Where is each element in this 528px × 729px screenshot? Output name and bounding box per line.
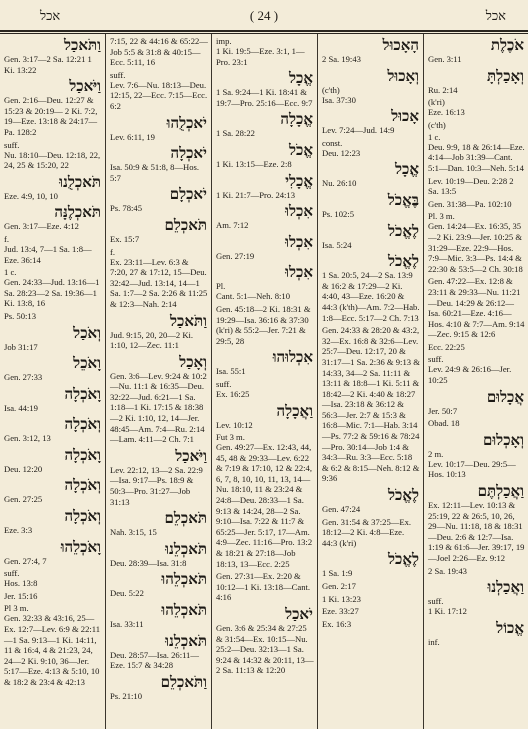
concordance-entry bbox=[424, 199, 528, 210]
concordance-entry bbox=[424, 67, 528, 96]
verse-references: Lev. 22:12, 13—2 Sa. 22:9—Isa. 9:17—Ps. 18:9 & 50:3—Pro. 31:27—Job 31:13 bbox=[110, 464, 203, 507]
grammar-label: imp. bbox=[216, 36, 232, 46]
concordance-entry bbox=[212, 172, 317, 201]
verse-references: Deu. 5:22 bbox=[110, 588, 144, 599]
verse-references: Jud. 9:15, 20, 20—2 Ki. 1:10, 12—Zec. 11:1 bbox=[110, 329, 194, 351]
grammar-label: suff. bbox=[428, 596, 444, 607]
hebrew-headword: אֹכֶלֶת bbox=[490, 36, 524, 54]
verse-references: Gen. 2:17 bbox=[322, 581, 356, 591]
verse-references: Lev. 10:12 bbox=[216, 419, 253, 430]
concordance-entry bbox=[424, 619, 528, 647]
concordance-entry bbox=[424, 566, 528, 577]
hebrew-headword: תֹּאכְלֵנוּ bbox=[165, 631, 207, 650]
concordance-entry bbox=[106, 601, 211, 630]
concordance-entry bbox=[424, 342, 528, 353]
verse-references: Obad. 18 bbox=[428, 418, 460, 429]
verse-references: Ps. 78:45 bbox=[110, 203, 142, 214]
concordance-entry bbox=[0, 603, 105, 687]
hebrew-headword: וְאָכוּל bbox=[387, 66, 419, 85]
concordance-entry bbox=[212, 571, 317, 603]
verse-references: Gen. 27:4, 7 bbox=[4, 555, 47, 566]
grammar-label: (k'ri) bbox=[428, 97, 445, 108]
verse-references: Nah. 3:15, 15 bbox=[110, 527, 157, 538]
verse-references: Deu. 28:39—Isa. 31:8 bbox=[110, 557, 187, 568]
verse-references: Ex. 12:11—Lev. 10:13 & 25:19, 22 & 26:5, 10, 26, 29—Nu. 11:18, 18 & 18:31—Deu. 2:6 & 12:7—Isa. 1:19 & 61:6—Jer. 39:17, 19—Joel 2:26—Ez. 9:12 bbox=[428, 500, 525, 563]
hebrew-headword: וְאֹכְלָה bbox=[64, 507, 101, 526]
concordance-entry bbox=[106, 36, 211, 68]
page-header bbox=[0, 4, 528, 26]
verse-references: Lev. 6:11, 19 bbox=[110, 131, 155, 142]
verse-references: Am. 7:12 bbox=[216, 220, 249, 231]
verse-references: Gen. 24:33 & 28:20 & 43:2, 32—Ex. 16:8 & 32:6—Lev. 25:7—Deu. 12:17, 20 & 31:17—1 Sa. 2:36 & 9:13 & 14:33, 34—2 Sa. 11:11 & 13:11 & 18:8—1 Ki. 5:11 & 18:42—2 Ki. 4:40 & 18:27—Isa. 23:18 & 36:12 & 56:3—Jer. 2:7 & 15:3 & 16:8—Mic. 7:1—Hab. 3:14—Ps. 77:2 & 59:16 & 78:24—Pro. 30:14—Job 1:4 & 34:3—Ru. 3:3—Ecc. 5:18 & 6:2 & 8:15—Neh. 8:12 & 9:36 bbox=[322, 325, 420, 484]
verse-references: Eze. 16:13 bbox=[428, 107, 465, 118]
verse-references: Jud. 13:4, 7—1 Sa. 1:8—Eze. 36:14 bbox=[4, 243, 92, 265]
verse-references: Gen. 45:18—2 Ki. 18:31 & 19:29—Isa. 36:16 & 37:30 (k'ri) & 55:2—Jer. 7:21 & 29:5, 28 bbox=[216, 303, 311, 346]
verse-references: Nu. 18:10—Deu. 12:18, 22, 24, 25 & 15:20, 22 bbox=[4, 149, 101, 171]
hebrew-headword: וָאֹכֵל bbox=[73, 354, 101, 373]
verse-references: Gen. 31:54 & 37:25—Ex. 18:12—2 Ki. 4:8—Eze. 44:3 (k'ri) bbox=[322, 516, 412, 548]
concordance-entry bbox=[318, 222, 423, 251]
hebrew-headword: תֹּאכְלֵם bbox=[164, 215, 207, 234]
verse-references: Gen. 31:38—Pa. 102:10 bbox=[428, 198, 512, 209]
concordance-entry bbox=[106, 185, 211, 214]
grammar-label: suff. bbox=[4, 139, 20, 150]
hebrew-headword: וַאֲכַלְתֶּם bbox=[477, 482, 524, 501]
hebrew-headword: וְאֹכַל bbox=[73, 323, 101, 342]
concordance-entry bbox=[0, 415, 105, 444]
concordance-entry bbox=[212, 110, 317, 139]
concordance-entry bbox=[0, 77, 105, 137]
concordance-entry bbox=[318, 67, 423, 106]
hebrew-headword: לֶאֱכֹל bbox=[388, 550, 419, 569]
hebrew-headword: אֱכָל bbox=[395, 160, 419, 179]
concordance-entry bbox=[0, 234, 105, 265]
verse-references: Gen. 14:24—Ex. 16:35, 35—2 Ki. 23:9—Jer. 10:25 & 31:29—Eze. 22:9—Hos. 7:9—Mic. 3:3—Ps. 14:4 & 22:30 & 53:5—2 Ch. 30:18 bbox=[428, 221, 523, 274]
concordance-entry bbox=[424, 388, 528, 417]
page-number: ( 24 ) bbox=[249, 8, 279, 23]
verse-references: Eze. 33:27 bbox=[322, 606, 359, 617]
header-rule bbox=[0, 30, 528, 32]
hebrew-headword: וְאֹכְלָה bbox=[64, 415, 101, 434]
concordance-entry bbox=[106, 632, 211, 671]
grammar-label: suff. bbox=[428, 354, 444, 365]
concordance-entry bbox=[212, 402, 317, 431]
concordance-entry bbox=[0, 173, 105, 202]
verse-references: Jer. 15:16 bbox=[4, 590, 38, 601]
concordance-entry bbox=[0, 203, 105, 232]
concordance-entry bbox=[318, 138, 423, 159]
verse-references: Isa. 50:9 & 51:8, 8—Hos. 5:7 bbox=[110, 162, 200, 183]
verse-references: Ps. 50:13 bbox=[4, 310, 36, 321]
verse-references: Gen. 47:24 bbox=[322, 504, 361, 515]
concordance-entry bbox=[424, 36, 528, 65]
hebrew-headword: וַתֹּאכַל bbox=[170, 311, 207, 330]
hebrew-headword: הָאָכוּל bbox=[382, 36, 419, 54]
hebrew-headword: וָאֹכְלֵהוּ bbox=[60, 537, 101, 556]
concordance-entry bbox=[318, 619, 423, 630]
grammar-label: 1 c. bbox=[428, 131, 441, 142]
verse-references: Gen. 3:6 & 25:34 & 27:25 & 31:54—Ex. 10:15—Nu. 25:2—Deu. 32:13—1 Sa. 9:24 & 14:32 & 20:11, 13—2 Sa. 11:13 & 12:20 bbox=[216, 623, 314, 676]
verse-references: Gen. 3:6—Lev. 9:24 & 10:2—Nu. 11:1 & 16:35—Deu. 32:22—Jud. 6:21—1 Sa. 1:18—1 Ki. 17:15 & 18:38—2 Ki. 1:10, 12, 14—Jer. 48:45—Am. 7:4—Ru. 2:14—Lam. 4:11—2 Ch. 7:1 bbox=[110, 370, 207, 445]
verse-references: Jer. 50:7 bbox=[428, 405, 458, 416]
column-5 bbox=[424, 36, 528, 729]
concordance-entry bbox=[106, 447, 211, 507]
verse-references: 1 Ki. 17:12 bbox=[428, 606, 467, 617]
concordance-entry bbox=[212, 69, 317, 108]
concordance-entry bbox=[106, 673, 211, 702]
verse-references: Ps. 102:5 bbox=[322, 208, 354, 219]
concordance-entry bbox=[318, 107, 423, 136]
concordance-entry bbox=[0, 538, 105, 567]
verse-references: 2 Sa. 19:43 bbox=[322, 54, 361, 64]
concordance-entry bbox=[106, 216, 211, 245]
concordance-entry bbox=[0, 591, 105, 602]
hebrew-headword: לֶאֱכֹל bbox=[388, 221, 419, 240]
grammar-label: Fut 3 m. bbox=[216, 432, 245, 443]
concordance-entry bbox=[318, 606, 423, 617]
verse-references: Deu. 28:57—Isa. 26:11—Eze. 15:7 & 34:28 bbox=[110, 649, 199, 671]
verse-references: 1 Sa. 9:24—1 Ki. 18:41 & 19:7—Pro. 25:16—Ecc. 9:7 bbox=[216, 87, 313, 108]
concordance-entry bbox=[424, 578, 528, 617]
hebrew-headword: תֹּאכְלֶנָּה bbox=[54, 203, 101, 222]
verse-references: 1 Ki. 13:15—Eze. 2:8 bbox=[216, 158, 292, 169]
concordance-entry bbox=[318, 581, 423, 592]
concordance-entry bbox=[318, 160, 423, 189]
verse-references: 2 Sa. 19:43 bbox=[428, 565, 467, 576]
hebrew-headword: תֹּאכְלֵם bbox=[164, 509, 207, 528]
verse-references: Ecc. 22:25 bbox=[428, 341, 465, 352]
grammar-label: suff. bbox=[216, 378, 232, 389]
verse-references: Deu. 9:9, 18 & 26:14—Eze. 4:14—Job 31:39—Cant. 5:1—Dan. 10:3—Neh. 5:14 bbox=[428, 141, 525, 173]
hebrew-headword: אֱכָלָה bbox=[280, 110, 313, 129]
hebrew-headword: יֹאכַל bbox=[285, 605, 313, 623]
hebrew-headword: וָאֹכְלָה bbox=[64, 384, 101, 403]
hebrew-headword: אֱכָל bbox=[289, 69, 313, 88]
verse-references: Isa. 33:11 bbox=[110, 619, 144, 629]
grammar-label: Pl. 3 m. bbox=[428, 211, 455, 222]
concordance-entry bbox=[318, 252, 423, 323]
concordance-entry bbox=[106, 247, 211, 310]
verse-references: Job 31:17 bbox=[4, 341, 38, 352]
verse-references: Gen. 2:16—Deu. 12:27 & 15:23 & 20:19— 2 Ki. 7:2, 19—Eze. 13:18 & 24:17—Pa. 128:2 bbox=[4, 95, 98, 137]
concordance-entry bbox=[212, 141, 317, 170]
hebrew-headword: תֹּאכְלֵהוּ bbox=[161, 570, 207, 589]
verse-references: Hos. 13:8 bbox=[4, 578, 38, 589]
grammar-label: (c'th) bbox=[322, 84, 340, 95]
grammar-label: 1 c. bbox=[4, 267, 17, 278]
verse-references: 1 Ki. 19:5—Eze. 3:1, 1—Pro. 23:1 bbox=[216, 46, 305, 67]
verse-references: Lev. 10:19—Deu. 2:28 2 Sa. 13:5 bbox=[428, 175, 514, 197]
concordance-entry bbox=[212, 36, 317, 67]
grammar-label: Pl 3 m. bbox=[4, 603, 29, 614]
verse-references: 1 Sa. 1:9 bbox=[322, 568, 353, 579]
grammar-label: Pl. bbox=[216, 281, 226, 292]
running-head-right: אכל bbox=[485, 9, 506, 24]
verse-references: Gen. 27:31—Ex. 2:20 & 10:12—1 Ki. 13:18—Cant. 4:16 bbox=[216, 571, 311, 603]
verse-references: Isa. 37:30 bbox=[322, 94, 356, 105]
verse-references: Gen. 3:17—Eze. 4:12 bbox=[4, 221, 79, 232]
hebrew-headword: יֹאכְלָה bbox=[170, 144, 207, 163]
concordance-entry bbox=[0, 354, 105, 383]
verse-references: Isa. 55:1 bbox=[216, 366, 246, 377]
hebrew-headword: וְאָכַלְתָּ bbox=[487, 66, 524, 85]
verse-references: Eze. 3:3 bbox=[4, 525, 33, 536]
verse-references: Gen. 24:33—Jud. 13:16—1 Sa. 28:23—2 Sa. 19:36—1 Ki. 13:8, 16 bbox=[4, 277, 100, 309]
concordance-entry bbox=[106, 540, 211, 569]
verse-references: Ex. 16:25 bbox=[216, 388, 250, 399]
verse-references: Gen. 3:17—2 Sa. 12:21 1 Ki. 13:22 bbox=[4, 54, 92, 75]
concordance-entry bbox=[424, 431, 528, 480]
verse-references: Ps. 21:10 bbox=[110, 690, 142, 701]
hebrew-headword: יֹאכְלֻהוּ bbox=[166, 113, 207, 132]
hebrew-headword: אֲכָלוּם bbox=[486, 387, 524, 406]
hebrew-headword: וַיֹּאכַל bbox=[69, 77, 101, 96]
concordance-entry bbox=[318, 486, 423, 515]
concordance-entry bbox=[106, 353, 211, 445]
hebrew-headword: אִכְלוּהוּ bbox=[272, 348, 313, 367]
verse-references: Gen. 27:19 bbox=[216, 250, 255, 261]
hebrew-headword: אֱכוֹל bbox=[496, 618, 524, 637]
hebrew-headword: וְאָכַל bbox=[179, 352, 207, 371]
hebrew-headword: תֹּאכְלֵנוּ bbox=[165, 539, 207, 558]
verse-references: Gen. 3:11 bbox=[428, 54, 462, 64]
hebrew-headword: אֱכֹל bbox=[289, 140, 313, 159]
verse-references: Isa. 5:24 bbox=[322, 239, 352, 250]
verse-references: 1 Sa. 20:5, 24—2 Sa. 13:9 & 16:2 & 17:29—2 Ki. 4:40, 43—Eze. 16:20 & 44:3 (k'th)—Am. 7:2—Hab. 1:8—Ecc. 5:17—2 Ch. 7:13 bbox=[322, 270, 420, 323]
hebrew-headword: לֶאֱכֹל bbox=[388, 252, 419, 271]
grammar-label: f. bbox=[110, 246, 116, 257]
concordance-entry bbox=[212, 304, 317, 346]
concordance-entry bbox=[318, 550, 423, 579]
concordance-entry bbox=[318, 191, 423, 220]
hebrew-headword: בֶּאֱכֹל bbox=[387, 190, 419, 209]
running-head-left: אכל bbox=[40, 9, 61, 24]
column-4 bbox=[318, 36, 423, 729]
concordance-entry bbox=[212, 605, 317, 676]
verse-references: Isa. 44:19 bbox=[4, 402, 38, 413]
concordance-entry bbox=[424, 354, 528, 385]
hebrew-headword: אִכְלוּ bbox=[285, 263, 313, 282]
verse-references: Deu. 12:20 bbox=[4, 463, 43, 474]
concordance-entry bbox=[424, 132, 528, 174]
concordance-entry bbox=[106, 312, 211, 351]
verse-references: Eze. 4:9, 10, 10 bbox=[4, 190, 58, 201]
hebrew-headword: אֱכָלִי bbox=[285, 171, 313, 190]
hebrew-headword: וָאֹכְלָה bbox=[64, 445, 101, 464]
hebrew-headword: וְאֹכְלָה bbox=[64, 476, 101, 495]
hebrew-headword: תֹּאכְלֻנוּ bbox=[59, 172, 101, 191]
concordance-entry bbox=[424, 97, 528, 118]
concordance-entry bbox=[424, 176, 528, 197]
verse-references: Gen. 27:25 bbox=[4, 494, 43, 505]
concordance-entry bbox=[318, 517, 423, 549]
verse-references: Lev. 7:24—Jud. 14:9 bbox=[322, 125, 395, 136]
column-2 bbox=[106, 36, 211, 729]
verse-references: Lev. 24:9 & 26:16—Jer. 10:25 bbox=[428, 364, 512, 386]
grammar-label: suff. bbox=[110, 69, 126, 80]
concordance-entry bbox=[424, 276, 528, 340]
concordance-entry bbox=[212, 202, 317, 231]
verse-references: Ru. 2:14 bbox=[428, 84, 458, 95]
concordance-entry bbox=[0, 311, 105, 322]
concordance-entry bbox=[0, 507, 105, 536]
verse-references: Deu. 12:23 bbox=[322, 147, 361, 158]
grammar-label: suff. bbox=[4, 568, 20, 579]
grammar-label: inf. bbox=[428, 636, 440, 647]
concordance-entry bbox=[212, 348, 317, 377]
hebrew-headword: אָכוּל bbox=[391, 107, 419, 126]
concordance-entry bbox=[424, 120, 528, 130]
concordance-entry bbox=[106, 114, 211, 143]
concordance-entry bbox=[106, 144, 211, 183]
verse-references: Gen. 32:33 & 43:16, 25—Ex. 12:7—Lev. 6:9 & 22:11—1 Sa. 9:13—1 Ki. 14:11, 11 & 16:4, 4 & 21:23, 24, 24—2 Ki. 9:10, 36—Jer. 5:17—Eze. 4:13 & 5:10, 10 & 18:2 & 23:4 & 42:13 bbox=[4, 613, 101, 687]
hebrew-headword: וַתֹּאכְלֵם bbox=[160, 672, 207, 691]
header-rule-thin bbox=[0, 33, 528, 34]
concordance-entry bbox=[106, 570, 211, 599]
verse-references: Gen. 27:33 bbox=[4, 372, 43, 383]
verse-references: 1 Ki. 21:7—Pro. 24:13 bbox=[216, 189, 296, 200]
concordance-entry bbox=[318, 36, 423, 65]
concordance-entry bbox=[0, 36, 105, 75]
concordance-entry bbox=[0, 324, 105, 353]
verse-references: 7:15, 22 & 44:16 & 65:22—Job 5:5 & 31:8 & 40:15—Ecc. 5:11, 16 bbox=[110, 36, 208, 68]
concordance-entry bbox=[318, 325, 423, 484]
grammar-label: 2 m. bbox=[428, 448, 444, 459]
concordance-entry bbox=[0, 267, 105, 309]
grammar-label: (c'th) bbox=[428, 119, 446, 130]
hebrew-headword: וַאֲכַלְנוּ bbox=[487, 578, 524, 597]
verse-references: Ex. 15:7 bbox=[110, 233, 140, 244]
concordance-entry bbox=[424, 418, 528, 429]
concordance-entry bbox=[424, 482, 528, 564]
column-3 bbox=[212, 36, 317, 729]
hebrew-headword: וְאָכְלוּם bbox=[482, 430, 524, 449]
hebrew-headword: וַיֹּאכַל bbox=[175, 446, 207, 465]
concordance-entry bbox=[0, 476, 105, 505]
hebrew-headword: וַתֹּאכַל bbox=[64, 36, 101, 54]
concordance-entry bbox=[106, 70, 211, 112]
verse-references: Gen. 49:27—Ex. 12:43, 44, 45, 48 & 29:33—Lev. 6:22 & 7:19 & 17:10, 12 & 22:4, 6, 7, 8, 10, 10, 11, 13, 14—Nu. 18:10, 11 & 23:24 & 24:8—Deu. 28:33—1 Sa. 9:13 & 14:24, 28—2 Sa. 9:10—Isa. 7:22 & 11:7 & 65:25—Jer. 5:17, 17—Am. 4:9—Zec. 11:16—Pro. 13:2 & 18:21 & 27:18—Job 18:13, 13—Ecc. 2:25 bbox=[216, 442, 313, 569]
verse-references: Lev. 7:6—Nu. 18:13—Deu. 12:15, 22—Ecc. 7:15—Ecc. 6:2 bbox=[110, 79, 208, 111]
hebrew-headword: תֹּאכְלֵהוּ bbox=[161, 601, 207, 619]
grammar-label: f. bbox=[4, 233, 10, 244]
verse-references: Cant. 5:1—Neh. 8:10 bbox=[216, 291, 290, 302]
concordance-entry bbox=[0, 140, 105, 171]
hebrew-headword: לֶאֱכֹל bbox=[388, 486, 419, 505]
verse-references: Lev. 10:17—Deu. 29:5—Hos. 10:13 bbox=[428, 458, 516, 480]
concordance-entry bbox=[0, 568, 105, 589]
concordance-entry bbox=[318, 594, 423, 605]
concordance-entry bbox=[212, 233, 317, 262]
concordance-entry bbox=[424, 211, 528, 274]
concordance-entry bbox=[212, 379, 317, 400]
grammar-label: const. bbox=[322, 137, 343, 148]
concordance-entry bbox=[106, 509, 211, 538]
verse-references: Nu. 26:10 bbox=[322, 178, 357, 189]
verse-references: Gen. 47:22—Ex. 12:8 & 23:11 & 29:33—Nu. 11:21—Deu. 14:29 & 26:12—Isa. 60:21—Eze. 4:16—Hos. 4:10 & 7:7—Am. 9:14—Zec. 9:15 & 12:6 bbox=[428, 276, 525, 340]
concordance-entry bbox=[0, 385, 105, 414]
concordance-entry bbox=[212, 432, 317, 569]
verse-references: Ex. 23:11—Lev. 6:3 & 7:20, 27 & 17:12, 15—Deu. 32:42—Jud. 13:14, 14—1 Sa. 1:7—2 Sa. 2:26 & 11:25 & 12:3—Nah. 2:14 bbox=[110, 256, 208, 309]
hebrew-headword: אִכְלוּ bbox=[285, 202, 313, 221]
hebrew-headword: אִכְלוּ bbox=[285, 232, 313, 251]
verse-references: Gen. 3:12, 13 bbox=[4, 433, 51, 444]
verse-references: Ex. 16:3 bbox=[322, 618, 352, 629]
concordance-entry bbox=[0, 446, 105, 475]
column-1 bbox=[0, 36, 105, 729]
concordance-entry bbox=[212, 263, 317, 302]
hebrew-headword: יֹאכְלָם bbox=[169, 185, 207, 204]
verse-references: 1 Sa. 28:22 bbox=[216, 128, 255, 139]
hebrew-headword: וַאֲכָלָה bbox=[276, 401, 313, 420]
verse-references: 1 Ki. 13:23 bbox=[322, 593, 361, 604]
